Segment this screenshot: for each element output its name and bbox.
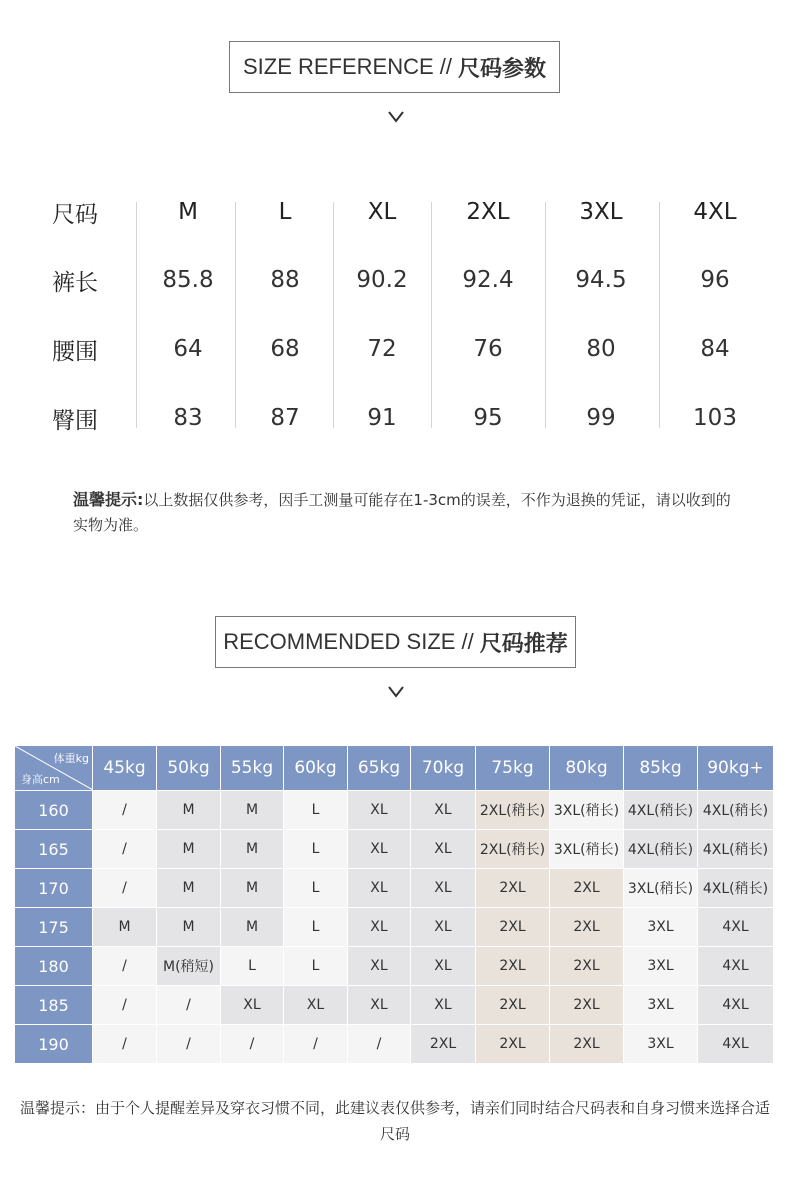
table-cell: L	[221, 947, 284, 986]
size-cell: 68	[270, 336, 300, 362]
recommended-size-title	[215, 616, 576, 668]
table-cell: /	[157, 986, 221, 1025]
height-label: 身高cm	[21, 773, 60, 786]
size-header-row	[40, 182, 780, 242]
table-header-row	[15, 746, 774, 791]
table-cell: XL	[348, 986, 411, 1025]
table-cell: L	[284, 869, 348, 908]
table-row	[15, 869, 774, 908]
table-cell: 4XL	[698, 947, 774, 986]
height-header: 175	[15, 908, 93, 947]
table-cell: /	[348, 1025, 411, 1064]
table-cell: 3XL	[624, 947, 698, 986]
size-reference-title	[229, 41, 560, 93]
size-cell: 87	[270, 405, 300, 431]
table-cell: XL	[221, 986, 284, 1025]
size-cell: 96	[700, 267, 730, 293]
table-cell: /	[284, 1025, 348, 1064]
size-row-waist	[40, 319, 780, 379]
size-cell: 85.8	[162, 267, 214, 293]
height-header: 185	[15, 986, 93, 1025]
size-row-length	[40, 250, 780, 310]
table-cell: M	[93, 908, 157, 947]
table-cell: 2XL	[411, 1025, 476, 1064]
table-cell: M(稍短)	[157, 947, 221, 986]
table-cell: 3XL(稍长)	[624, 869, 698, 908]
weight-header: 75kg	[476, 746, 550, 791]
size-cell: 103	[693, 405, 737, 431]
table-cell: L	[284, 947, 348, 986]
row-label: 裤长	[52, 269, 98, 296]
recommended-title-zh: 尺码推荐	[479, 631, 568, 657]
table-cell: XL	[411, 947, 476, 986]
height-header: 170	[15, 869, 93, 908]
size-cell: 90.2	[356, 267, 408, 293]
height-header: 190	[15, 1025, 93, 1064]
size-cell: 94.5	[575, 267, 627, 293]
table-cell: 2XL	[550, 947, 624, 986]
size-reference-note	[73, 487, 733, 538]
table-cell: M	[157, 869, 221, 908]
table-cell: M	[157, 830, 221, 869]
size-cell: 84	[700, 336, 730, 362]
size-col-header: 4XL	[693, 199, 737, 225]
table-cell: 2XL	[550, 1025, 624, 1064]
table-cell: M	[221, 908, 284, 947]
table-cell: XL	[348, 947, 411, 986]
weight-label: 体重kg	[53, 752, 89, 765]
table-cell: /	[93, 830, 157, 869]
weight-header: 90kg+	[698, 746, 774, 791]
table-cell: M	[157, 908, 221, 947]
weight-header: 45kg	[93, 746, 157, 791]
corner-cell	[15, 746, 93, 791]
table-cell: /	[93, 1025, 157, 1064]
row-label: 尺码	[52, 201, 98, 228]
table-cell: XL	[411, 791, 476, 830]
table-cell: 2XL	[476, 869, 550, 908]
size-col-header: 3XL	[579, 199, 623, 225]
size-cell: 95	[473, 405, 503, 431]
weight-header: 85kg	[624, 746, 698, 791]
table-row	[15, 791, 774, 830]
table-cell: XL	[348, 908, 411, 947]
table-cell: 2XL(稍长)	[476, 830, 550, 869]
table-cell: 4XL(稍长)	[624, 791, 698, 830]
table-row	[15, 986, 774, 1025]
table-cell: 3XL	[624, 1025, 698, 1064]
size-col-header: 2XL	[466, 199, 510, 225]
table-cell: 4XL(稍长)	[698, 830, 774, 869]
weight-header: 60kg	[284, 746, 348, 791]
table-cell: L	[284, 830, 348, 869]
size-row-hip	[40, 388, 780, 448]
size-cell: 88	[270, 267, 300, 293]
height-header: 160	[15, 791, 93, 830]
recommended-title-en: RECOMMENDED SIZE //	[223, 629, 474, 654]
table-cell: 2XL	[476, 1025, 550, 1064]
table-cell: XL	[348, 830, 411, 869]
table-cell: /	[93, 791, 157, 830]
table-cell: 4XL	[698, 1025, 774, 1064]
size-cell: 92.4	[462, 267, 514, 293]
table-cell: XL	[411, 830, 476, 869]
weight-header: 55kg	[221, 746, 284, 791]
recommended-size-table	[14, 745, 774, 1064]
size-col-header: M	[178, 199, 198, 225]
table-cell: /	[93, 869, 157, 908]
row-label: 腰围	[52, 338, 98, 365]
table-cell: /	[221, 1025, 284, 1064]
size-cell: 80	[586, 336, 616, 362]
table-cell: 2XL	[476, 947, 550, 986]
table-cell: 4XL(稍长)	[698, 791, 774, 830]
table-cell: 2XL	[550, 908, 624, 947]
table-cell: 2XL	[476, 986, 550, 1025]
note-bold: 温馨提示:	[73, 490, 144, 509]
table-cell: /	[93, 947, 157, 986]
table-cell: 3XL	[624, 908, 698, 947]
size-cell: 72	[367, 336, 397, 362]
row-label: 臀围	[52, 407, 98, 434]
table-cell: M	[221, 869, 284, 908]
size-reference-title-zh: 尺码参数	[458, 56, 547, 82]
table-cell: 4XL	[698, 908, 774, 947]
table-cell: XL	[348, 791, 411, 830]
size-cell: 91	[367, 405, 397, 431]
table-cell: XL	[411, 908, 476, 947]
weight-header: 65kg	[348, 746, 411, 791]
size-col-header: XL	[367, 199, 397, 225]
table-cell: M	[221, 791, 284, 830]
table-cell: XL	[348, 869, 411, 908]
table-cell: 4XL(稍长)	[698, 869, 774, 908]
table-cell: /	[93, 986, 157, 1025]
height-header: 180	[15, 947, 93, 986]
table-cell: 3XL(稍长)	[550, 791, 624, 830]
table-cell: XL	[411, 869, 476, 908]
table-row	[15, 908, 774, 947]
table-cell: L	[284, 791, 348, 830]
size-reference-title-en: SIZE REFERENCE //	[242, 54, 453, 79]
size-cell: 64	[173, 336, 203, 362]
size-cell: 76	[473, 336, 503, 362]
table-cell: XL	[411, 986, 476, 1025]
weight-header: 70kg	[411, 746, 476, 791]
table-cell: M	[221, 830, 284, 869]
table-row	[15, 830, 774, 869]
table-cell: 2XL	[550, 986, 624, 1025]
table-row	[15, 1025, 774, 1064]
size-col-header: L	[278, 199, 292, 225]
table-cell: M	[157, 791, 221, 830]
table-cell: XL	[284, 986, 348, 1025]
size-cell: 99	[586, 405, 616, 431]
table-cell: L	[284, 908, 348, 947]
chevron-down-icon	[387, 685, 405, 699]
table-cell: 4XL	[698, 986, 774, 1025]
table-row	[15, 947, 774, 986]
table-cell: 2XL	[550, 869, 624, 908]
table-cell: 3XL	[624, 986, 698, 1025]
table-cell: 4XL(稍长)	[624, 830, 698, 869]
weight-header: 80kg	[550, 746, 624, 791]
table-cell: 2XL(稍长)	[476, 791, 550, 830]
chevron-down-icon	[387, 110, 405, 124]
table-cell: /	[157, 1025, 221, 1064]
size-cell: 83	[173, 405, 203, 431]
table-cell: 2XL	[476, 908, 550, 947]
note-text: 以上数据仅供参考，因手工测量可能存在1-3cm的误差，不作为退换的凭证，请以收到的实物为准。	[73, 491, 731, 534]
table-cell: 3XL(稍长)	[550, 830, 624, 869]
height-header: 165	[15, 830, 93, 869]
weight-header: 50kg	[157, 746, 221, 791]
recommended-note: 温馨提示：由于个人提醒差异及穿衣习惯不同，此建议表仅供参考，请亲们同时结合尺码表和自身习惯来选择合适尺码	[20, 1099, 771, 1143]
